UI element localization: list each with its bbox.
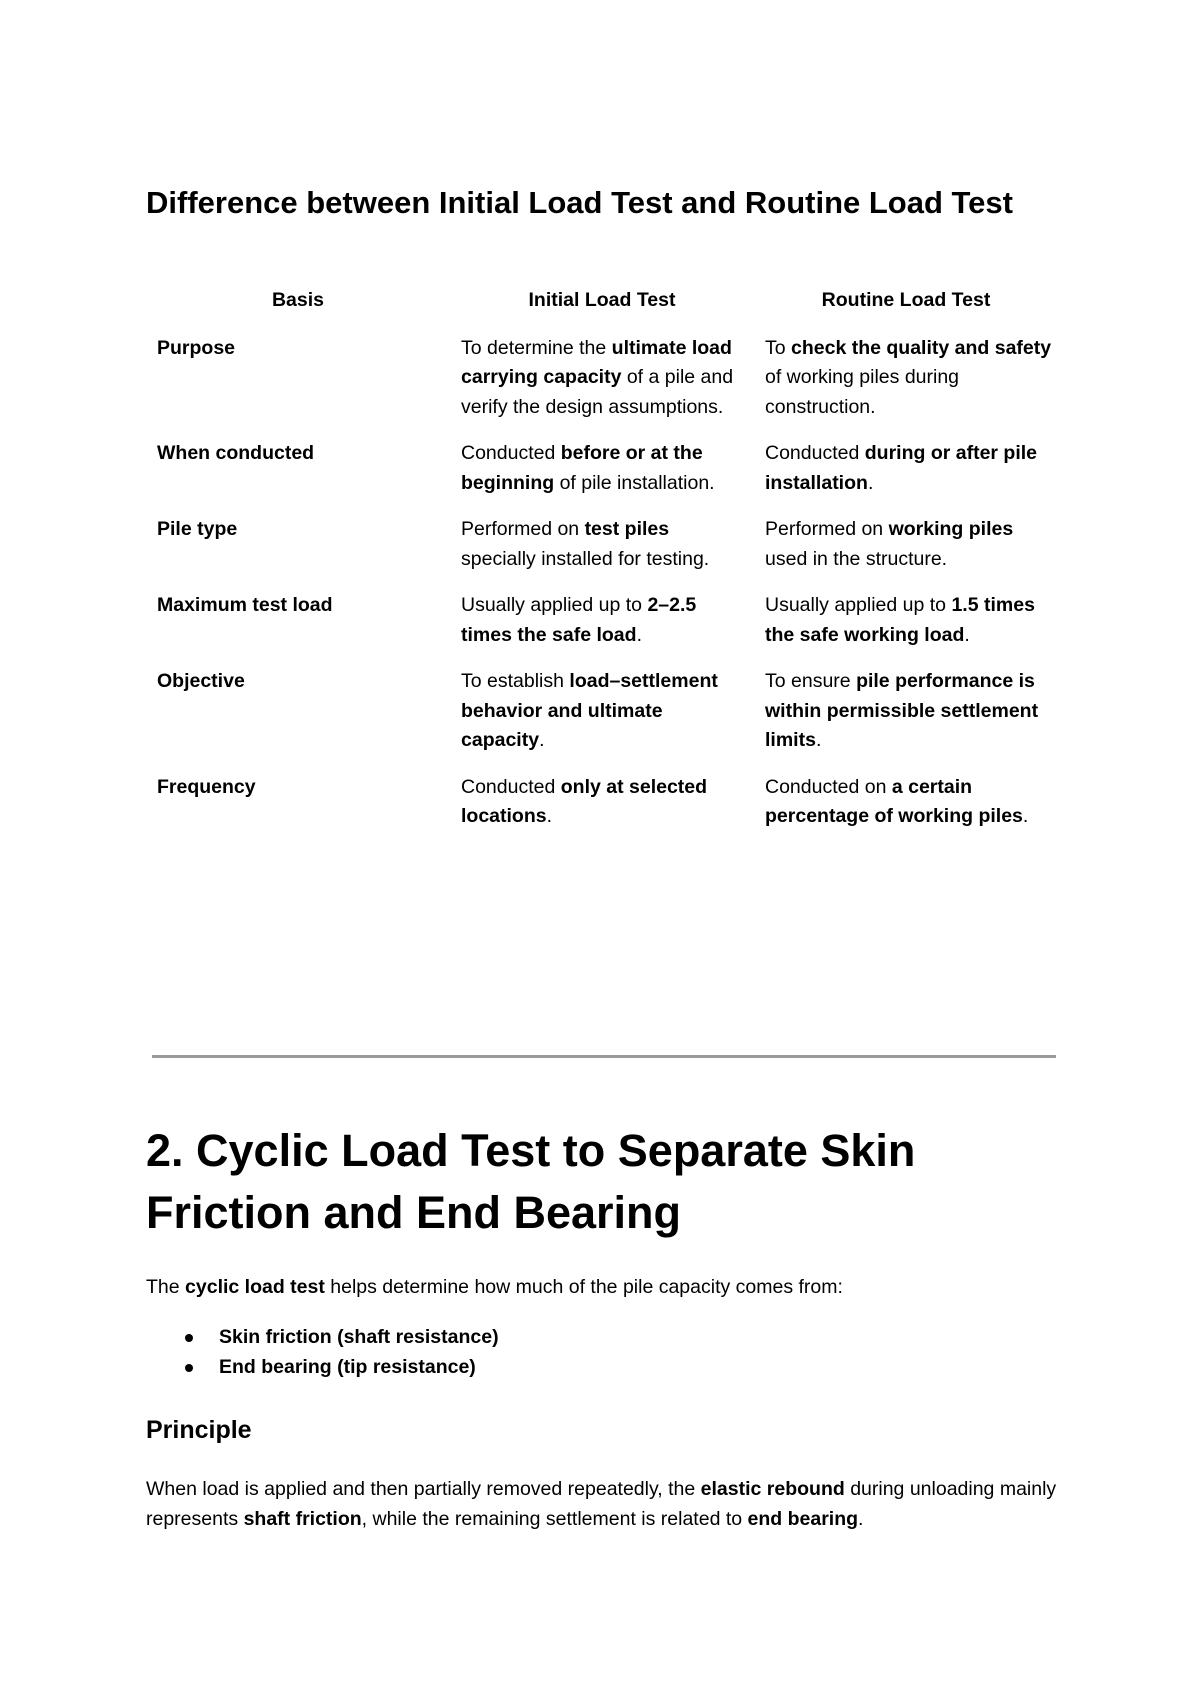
text-run: Performed on xyxy=(765,518,889,540)
text-run: . xyxy=(964,623,970,646)
bold-text: test piles xyxy=(584,518,670,540)
list-item-text: Skin friction (shaft resistance) xyxy=(219,1326,499,1348)
text-run: Conducted xyxy=(461,442,561,464)
cell-basis: Frequency xyxy=(157,775,256,798)
header-initial-load-test: Initial Load Test xyxy=(528,289,676,311)
list-item-text: End bearing (tip resistance) xyxy=(219,1356,476,1378)
page-title: Difference between Initial Load Test and Routine Load Test xyxy=(146,185,1013,220)
subheading-principle: Principle xyxy=(146,1416,252,1444)
cell-basis: When conducted xyxy=(157,442,315,464)
bold-text: pile performance is within permissible settlement limits xyxy=(765,670,1039,751)
bold-text: elastic rebound xyxy=(700,1478,845,1500)
cell-routine xyxy=(754,773,1058,849)
table-row xyxy=(146,773,1058,849)
bold-text: before or at the beginning xyxy=(461,442,703,494)
bold-text: cyclic load test xyxy=(185,1276,325,1298)
table-body xyxy=(146,334,1058,849)
text-run: Conducted xyxy=(461,775,561,798)
text-run: of working piles during construction. xyxy=(765,366,960,418)
cell-routine xyxy=(754,515,1058,591)
text-run: Usually applied up to xyxy=(461,594,648,616)
bullet-icon xyxy=(185,1334,193,1342)
table-row xyxy=(146,667,1058,773)
cell-basis: Purpose xyxy=(157,336,236,359)
cell-routine xyxy=(754,667,1058,773)
text-run: To determine the xyxy=(461,336,612,359)
bold-text: only at selected locations xyxy=(461,775,708,827)
text-run: , while the remaining settlement is related to xyxy=(361,1508,748,1530)
section-heading: 2. Cyclic Load Test to Separate Skin Friction and End Bearing xyxy=(146,1125,916,1238)
text-run: Performed on xyxy=(461,518,585,540)
bold-text: during or after pile installation xyxy=(765,442,1038,494)
text-run: To establish xyxy=(461,670,570,692)
cell-routine xyxy=(754,439,1058,515)
intro-paragraph xyxy=(146,1272,1058,1302)
text-run: To xyxy=(765,336,792,359)
cell-initial xyxy=(450,773,754,849)
text-run: specially installed for testing. xyxy=(461,547,710,570)
text-run: The xyxy=(146,1276,186,1298)
text-run: during unloading mainly represents xyxy=(146,1478,1057,1530)
bold-text: ultimate load carrying capacity xyxy=(461,336,732,388)
text-run: helps determine how much of the pile capacity comes from: xyxy=(324,1276,843,1298)
cell-basis: Pile type xyxy=(157,518,238,540)
cell-basis: Maximum test load xyxy=(157,594,333,616)
bold-text: load–settlement behavior and ultimate capacity xyxy=(461,670,718,751)
text-run: . xyxy=(867,471,874,494)
horizontal-divider xyxy=(152,1055,1056,1058)
bullet-list xyxy=(146,1322,499,1382)
text-run: . xyxy=(1022,805,1029,827)
header-basis: Basis xyxy=(271,289,325,311)
text-run: Conducted xyxy=(765,442,865,464)
cell-initial xyxy=(450,439,754,515)
bold-text: working piles xyxy=(888,518,1014,540)
bold-text: 2–2.5 times the safe load xyxy=(461,594,697,646)
text-run: When load is applied and then partially removed repeatedly, the xyxy=(146,1478,701,1500)
cell-initial xyxy=(450,515,754,591)
text-run: of pile installation. xyxy=(554,471,715,494)
header-routine-load-test: Routine Load Test xyxy=(821,289,991,311)
text-run: Conducted on xyxy=(765,775,892,798)
list-item xyxy=(146,1322,499,1352)
text-run: . xyxy=(546,805,553,827)
principle-paragraph xyxy=(146,1474,1058,1534)
table-row xyxy=(146,334,1058,440)
table-row xyxy=(146,591,1058,667)
comparison-table xyxy=(146,286,1058,849)
bold-text: shaft friction xyxy=(243,1508,362,1530)
bullet-icon xyxy=(185,1364,193,1372)
table-row xyxy=(146,515,1058,591)
bold-text: check the quality and safety xyxy=(791,336,1052,359)
cell-initial xyxy=(450,591,754,667)
text-run: of a pile and verify the design assumptions. xyxy=(461,366,734,418)
cell-basis: Objective xyxy=(157,670,245,692)
table-row xyxy=(146,439,1058,515)
text-run: Usually applied up to xyxy=(765,594,952,616)
bold-text: end bearing xyxy=(747,1508,859,1530)
text-run: To ensure xyxy=(765,670,857,692)
cell-initial xyxy=(450,667,754,773)
cell-routine xyxy=(754,334,1058,440)
table-header-row xyxy=(146,286,1058,334)
text-run: . xyxy=(815,729,822,751)
bold-text: a certain percentage of working piles xyxy=(765,775,1023,827)
cell-routine xyxy=(754,591,1058,667)
bold-text: 1.5 times the safe working load xyxy=(765,594,1035,646)
cell-initial xyxy=(450,334,754,440)
text-run: used in the structure. xyxy=(765,547,948,570)
list-item xyxy=(146,1352,499,1382)
text-run: . xyxy=(858,1508,864,1530)
text-run: . xyxy=(539,729,545,751)
text-run: . xyxy=(636,623,642,646)
